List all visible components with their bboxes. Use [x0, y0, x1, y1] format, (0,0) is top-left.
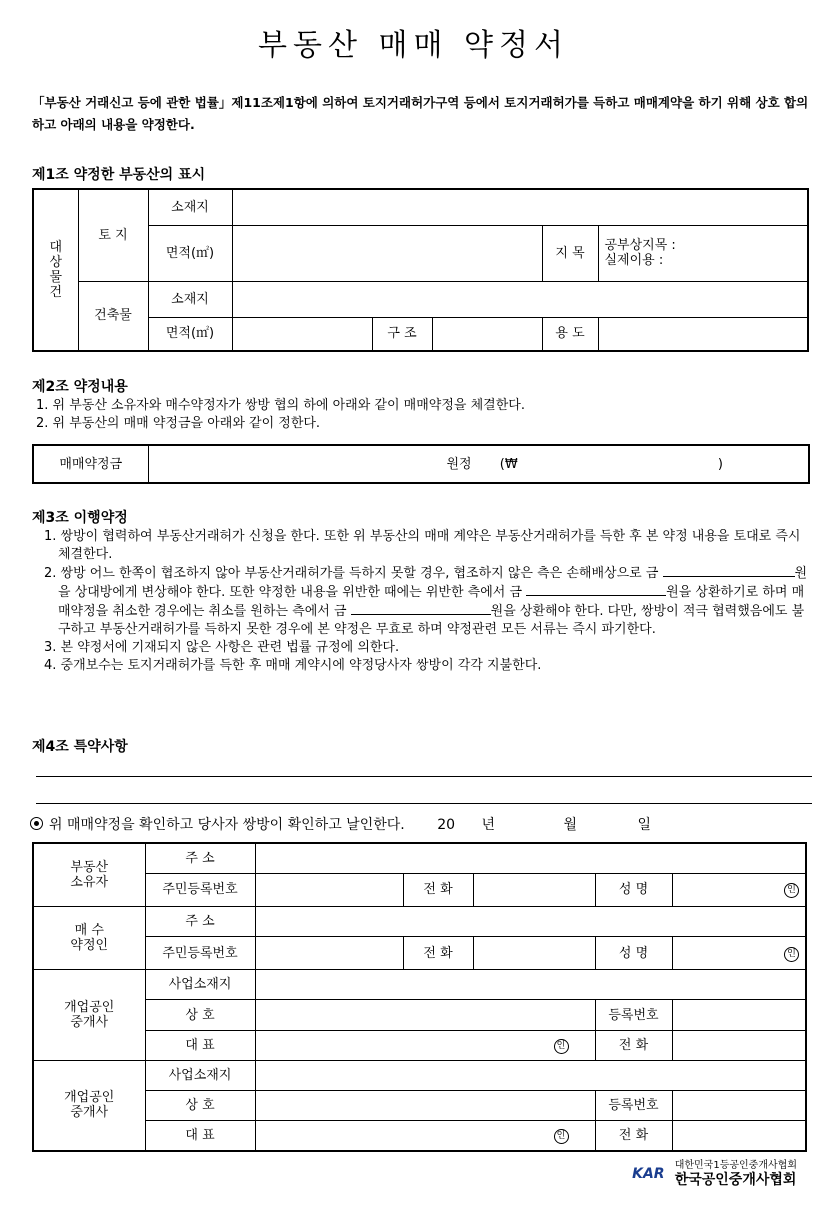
- agent2-office-label: 사업소재지: [145, 1060, 255, 1090]
- building-location-label: 소재지: [148, 281, 232, 317]
- year-prefix: 20: [437, 817, 456, 833]
- special-terms-line[interactable]: [36, 776, 812, 777]
- association-subtitle: 대한민국1등공인중개사협회: [674, 1160, 797, 1171]
- owner-phone-field[interactable]: [473, 873, 595, 906]
- jimok-field[interactable]: [598, 225, 808, 281]
- intro-text: 「부동산 거래신고 등에 관한 법률」제11조제1항에 의하여 토지거래허가구역 등에서 토지거래허가를 득하고 매매계약을 하기 위해 상호 합의하고 아래의 내용을 약정한다.: [32, 95, 809, 132]
- jimok-official: 공부상지목 :: [604, 238, 676, 253]
- article3-items: [36, 528, 812, 675]
- agent1-reg-no-label: 등록번호: [595, 1000, 672, 1030]
- article2-heading: 제2조 약정내용: [32, 379, 128, 395]
- document-title: 부동산 매매 약정서: [258, 28, 569, 63]
- parties-table: [32, 842, 807, 1152]
- agent1-rep-label: 대 표: [145, 1030, 255, 1060]
- jimok-label: 지 목: [542, 225, 598, 281]
- agent2-phone-label: 전 화: [595, 1121, 672, 1151]
- agent2-office-field[interactable]: [255, 1060, 806, 1090]
- buyer-phone-field[interactable]: [473, 937, 595, 970]
- bullet-icon: [30, 817, 43, 830]
- agent1-office-field[interactable]: [255, 970, 806, 1000]
- seal-icon: 인: [784, 883, 799, 898]
- article1-heading: 제1조 약정한 부동산의 표시: [32, 167, 206, 183]
- price-paren-open: (₩: [499, 456, 518, 472]
- land-area-label: 면적(㎡): [148, 225, 232, 281]
- building-label: 건축물: [78, 281, 148, 351]
- usage-field[interactable]: [598, 317, 808, 351]
- buyer-name-field[interactable]: [672, 937, 806, 970]
- agent2-trade-name-label: 상 호: [145, 1091, 255, 1121]
- price-label: 매매약정금: [33, 445, 148, 483]
- land-location-field[interactable]: [232, 189, 808, 225]
- jimok-actual: 실제이용 :: [604, 253, 664, 268]
- owner-phone-label: 전 화: [403, 873, 473, 906]
- buyer-address-label: 주 소: [145, 906, 255, 936]
- month-label: 월: [563, 817, 577, 833]
- building-area-label: 면적(㎡): [148, 317, 232, 351]
- violation-amount-blank[interactable]: [526, 583, 666, 596]
- land-location-label: 소재지: [148, 189, 232, 225]
- structure-field[interactable]: [432, 317, 542, 351]
- target-property-label: 대 상 물 건: [33, 189, 78, 351]
- price-table: [32, 444, 810, 484]
- buyer-address-field[interactable]: [255, 906, 806, 936]
- agent1-phone-label: 전 화: [595, 1030, 672, 1060]
- property-table: [32, 188, 809, 352]
- article3-heading: 제3조 이행약정: [32, 510, 128, 526]
- usage-label: 용 도: [542, 317, 598, 351]
- structure-label: 구 조: [372, 317, 432, 351]
- article3-item-1: 1. 쌍방이 협력하여 부동산거래허가 신청을 한다. 또한 위 부동산의 매매 계약은 부동산거래허가를 득한 후 본 약정 내용을 토대로 즉시 체결한다.: [44, 529, 801, 562]
- agent2-rep-label: 대 표: [145, 1121, 255, 1151]
- agent2-trade-name-field[interactable]: [255, 1091, 595, 1121]
- buyer-label: 매 수 약정인: [33, 906, 145, 969]
- article3-item-2: 2. 쌍방 어느 한쪽이 협조하지 않아 부동산거래허가를 득하지 못할 경우, 협조하지 않은 측은 손해배상으로 금 원을 상대방에게 변상해야 한다. 또한 약정한 내용을 위반한 때에는 위반한 측에서 금 원을 상환하기로 하며 매매약정을 취소한 경우에는 취소를 원하는 측에서 금 원을 상환해야 한다. 다만, 쌍방이 적극 협력했음에도 불구하고 부동산거래허가를 득하지 못한 경우에 본 약정은 무효로 하며 약정관련 모든 서류는 즉시 파기한다.: [44, 566, 808, 637]
- land-label: 토 지: [78, 189, 148, 281]
- owner-address-field[interactable]: [255, 843, 806, 873]
- agent2-phone-field[interactable]: [672, 1121, 806, 1151]
- buyer-rrn-field[interactable]: [255, 937, 403, 970]
- seal-icon: 인: [554, 1039, 569, 1054]
- agent2-reg-no-field[interactable]: [672, 1091, 806, 1121]
- seal-icon: 인: [554, 1129, 569, 1144]
- article2-items: [36, 397, 812, 433]
- year-label: 년: [481, 817, 495, 833]
- confirmation-line: [30, 814, 651, 834]
- agent1-label: 개업공인 중개사: [33, 970, 145, 1061]
- agent1-trade-name-label: 상 호: [145, 1000, 255, 1030]
- article4-heading: 제4조 특약사항: [32, 739, 128, 755]
- buyer-rrn-label: 주민등록번호: [145, 937, 255, 970]
- owner-rrn-field[interactable]: [255, 873, 403, 906]
- agent2-label: 개업공인 중개사: [33, 1060, 145, 1151]
- agent1-office-label: 사업소재지: [145, 970, 255, 1000]
- building-area-field[interactable]: [232, 317, 372, 351]
- buyer-name-label: 성 명: [595, 937, 672, 970]
- agent1-trade-name-field[interactable]: [255, 1000, 595, 1030]
- owner-name-label: 성 명: [595, 873, 672, 906]
- agent2-rep-field[interactable]: [255, 1121, 595, 1151]
- article3-item-3: 3. 본 약정서에 기재되지 않은 사항은 관련 법률 규정에 의한다.: [44, 640, 400, 655]
- agent1-reg-no-field[interactable]: [672, 1000, 806, 1030]
- owner-address-label: 주 소: [145, 843, 255, 873]
- association-name: 한국공인중개사협회: [674, 1172, 797, 1188]
- agent1-phone-field[interactable]: [672, 1030, 806, 1060]
- building-location-field[interactable]: [232, 281, 808, 317]
- price-paren-close: ): [717, 456, 723, 472]
- confirmation-text: 위 매매약정을 확인하고 당사자 쌍방이 확인하고 날인한다.: [49, 817, 405, 833]
- article3-item-4: 4. 중개보수는 토지거래허가를 득한 후 매매 계약시에 약정당사자 쌍방이 각각 지불한다.: [44, 658, 542, 673]
- buyer-phone-label: 전 화: [403, 937, 473, 970]
- special-terms-line[interactable]: [36, 803, 812, 804]
- article2-item: 2. 위 부동산의 매매 약정금을 아래와 같이 정한다.: [36, 416, 321, 431]
- owner-name-field[interactable]: [672, 873, 806, 906]
- land-area-field[interactable]: [232, 225, 542, 281]
- agent2-reg-no-label: 등록번호: [595, 1091, 672, 1121]
- owner-label: 부동산 소유자: [33, 843, 145, 906]
- owner-rrn-label: 주민등록번호: [145, 873, 255, 906]
- day-label: 일: [637, 817, 651, 833]
- price-field[interactable]: [148, 445, 809, 483]
- agent1-rep-field[interactable]: [255, 1030, 595, 1060]
- cancel-amount-blank[interactable]: [351, 602, 491, 615]
- association-logo: KAR: [632, 1166, 665, 1182]
- seal-icon: 인: [784, 947, 799, 962]
- price-won: 원정: [446, 456, 472, 472]
- damages-amount-blank[interactable]: [663, 564, 795, 577]
- association-footer: [632, 1160, 797, 1188]
- article2-item: 1. 위 부동산 소유자와 매수약정자가 쌍방 협의 하에 아래와 같이 매매약정을 체결한다.: [36, 398, 525, 413]
